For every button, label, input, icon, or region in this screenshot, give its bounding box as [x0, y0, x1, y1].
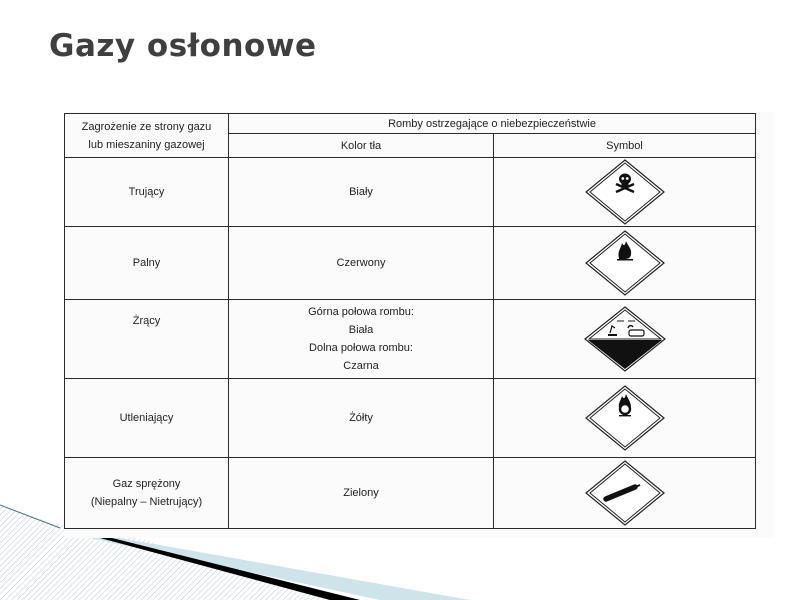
color-line: Górna połowa rombu:: [308, 306, 414, 318]
color-line: Dolna połowa rombu:: [309, 342, 413, 354]
table-row: [65, 458, 756, 529]
flame-over-circle-icon: [585, 385, 665, 451]
symbol-cell: [494, 158, 756, 227]
header-group-label: Romby ostrzegające o niebezpieczeństwie: [229, 114, 756, 134]
header-hazard-line-2: lub mieszaniny gazowej: [88, 138, 205, 151]
color-cell: Żółty: [229, 379, 494, 458]
color-cell: [229, 300, 494, 379]
hazard-diamond-table: [64, 113, 756, 529]
table-row: [65, 379, 756, 458]
color-line: Czarna: [343, 360, 379, 372]
table-row: [65, 300, 756, 379]
table-row: [65, 227, 756, 300]
header-hazard-line-1: Zagrożenie ze strony gazu: [81, 120, 212, 133]
color-cell: Czerwony: [229, 227, 494, 300]
symbol-cell: [494, 379, 756, 458]
hazard-line: Gaz sprężony: [112, 478, 181, 490]
hazard-cell: Trujący: [65, 158, 229, 227]
header-color: Kolor tła: [229, 134, 494, 158]
symbol-cell: [494, 300, 756, 379]
color-cell: Biały: [229, 158, 494, 227]
symbol-cell: [494, 458, 756, 529]
skull-crossbones-icon: [585, 159, 665, 225]
flame-icon: [585, 230, 665, 296]
gas-cylinder-icon: [585, 460, 665, 526]
symbol-cell: [494, 227, 756, 300]
hazard-cell: [65, 458, 229, 529]
hazard-cell: Utleniający: [65, 379, 229, 458]
table-row: [65, 158, 756, 227]
header-hazard: [65, 114, 229, 158]
color-line: Biała: [348, 324, 374, 336]
hazard-cell: Palny: [65, 227, 229, 300]
color-cell: Zielony: [229, 458, 494, 529]
hazard-cell: Żrący: [65, 300, 229, 379]
corrosive-icon: [584, 306, 666, 372]
slide-title: Gazy osłonowe: [49, 28, 317, 64]
hazard-line: (Niepalny – Nietrujący): [90, 496, 203, 508]
header-symbol: Symbol: [494, 134, 756, 158]
